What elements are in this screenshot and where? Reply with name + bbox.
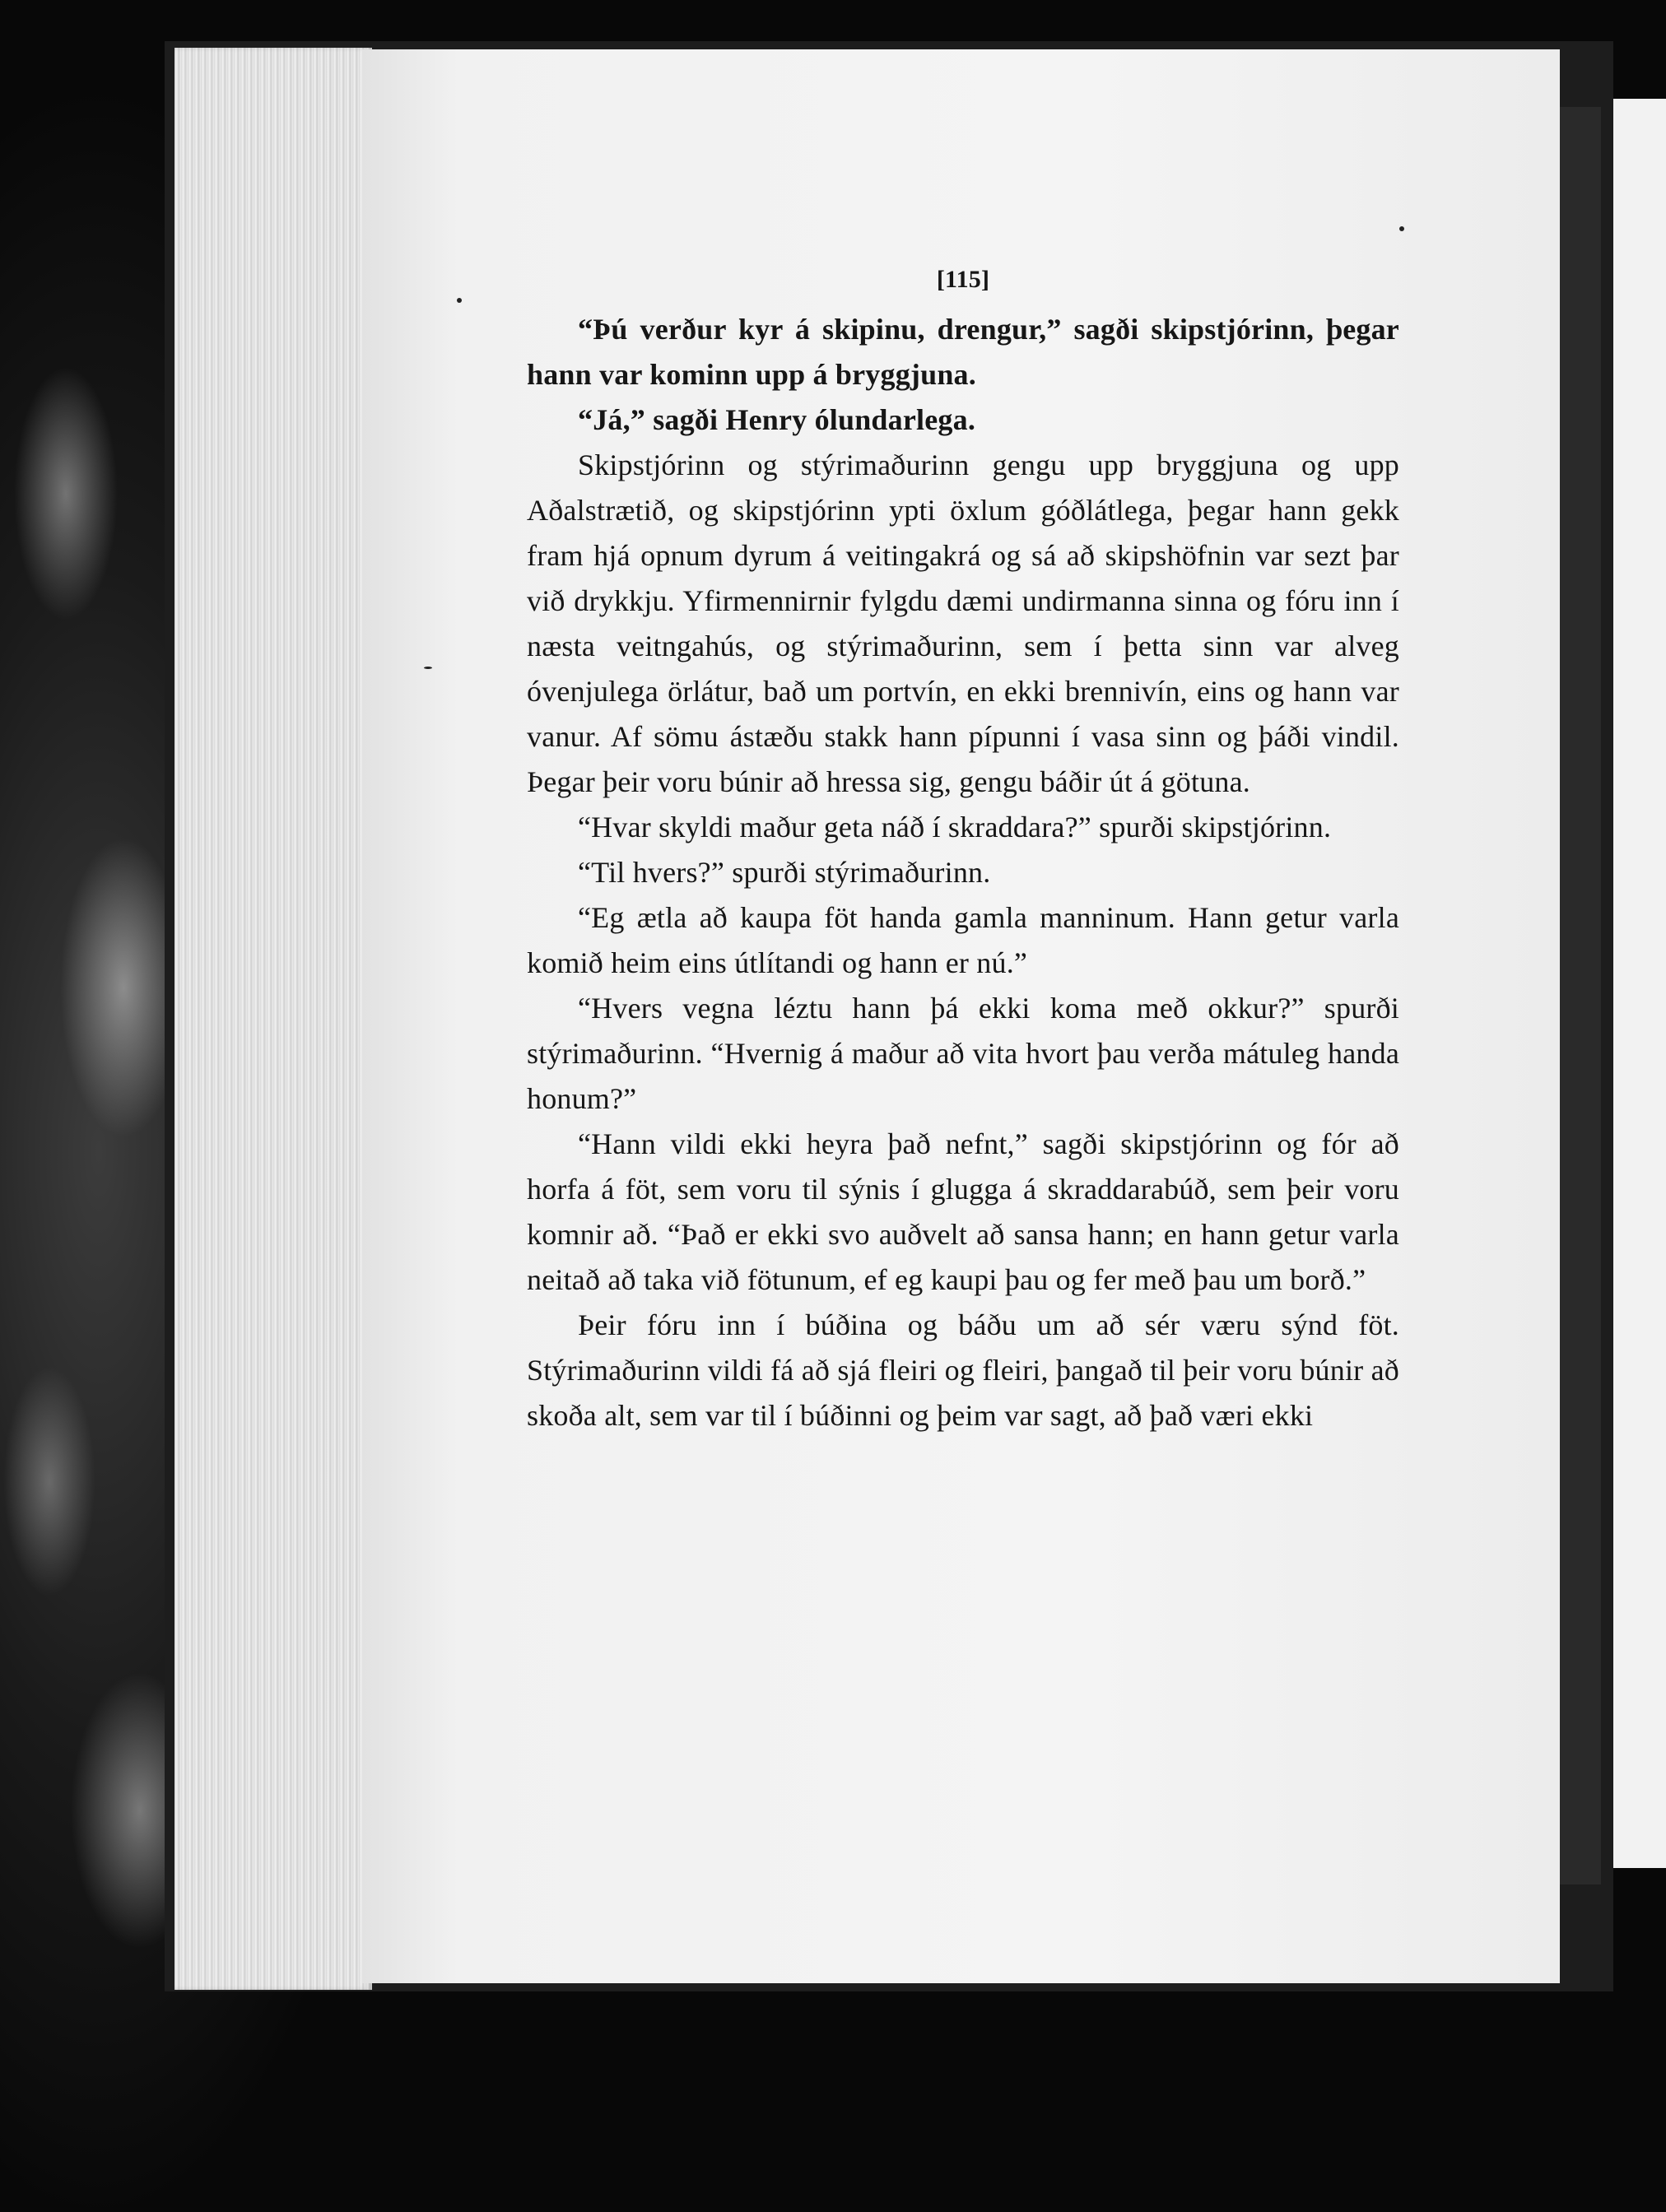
paragraph-5: “Til hvers?” spurði stýrimaðurinn. <box>578 856 991 889</box>
paragraph-1: “Þú verður kyr á skipinu, drengur,” sagði skipstjórinn, þegar hann var kominn upp á bryggjuna. <box>527 313 1399 391</box>
paragraph-8: “Hann vildi ekki heyra það nefnt,” sagði skipstjórinn og fór að horfa á föt, sem voru til sýnis í glugga á skraddarabúð, sem þeir voru komnir að. “Það er ekki svo auðvelt að sansa hann; en hann getur varla neitað að taka við fötunum, ef eg kaupi þau og fer með þau um borð.” <box>527 1127 1399 1296</box>
page-text <box>527 259 1399 1438</box>
page-number: [115] <box>936 266 990 293</box>
speck-mark <box>424 667 432 669</box>
page-edges <box>175 48 372 1990</box>
paragraph-4: “Hvar skyldi maður geta náð í skraddara?” spurði skipstjórinn. <box>578 811 1332 843</box>
speck-mark <box>1399 226 1404 231</box>
book-gutter <box>1560 107 1601 1884</box>
speck-mark <box>457 298 462 303</box>
adjacent-page-edge <box>1613 99 1666 1868</box>
paragraph-6: “Eg ætla að kaupa föt handa gamla manninum. Hann getur varla komið heim eins útlítandi og hann er nú.” <box>527 901 1399 979</box>
paragraph-9: Þeir fóru inn í búðina og báðu um að sér væru sýnd föt. Stýrimaðurinn vildi fá að sjá fleiri og fleiri, þangað til þeir voru búnir að skoða alt, sem var til í búðinni og þeim var sagt, að það væri ekki <box>527 1308 1399 1432</box>
paragraph-2: “Já,” sagði Henry ólundarlega. <box>578 403 976 436</box>
paragraph-3: Skipstjórinn og stýrimaðurinn gengu upp bryggjuna og upp Aðalstrætið, og skipstjórinn ypti öxlum góðlátlega, þegar hann gekk fram hjá opnum dyrum á veitingakrá og sá að skipshöfnin var sezt þar við drykkju. Yfirmennirnir fylgdu dæmi undirmanna sinna og fóru inn í næsta veitngahús, og stýrimaðurinn, sem í þetta sinn var alveg óvenjulega örlátur, bað um portvín, en ekki brennivín, eins og hann var vanur. Af sömu ástæðu stakk hann pípunni í vasa sinn og þáði vindil. Þegar þeir voru búnir að hressa sig, gengu báðir út á götuna. <box>527 448 1399 798</box>
paragraph-7: “Hvers vegna léztu hann þá ekki koma með okkur?” spurði stýrimaðurinn. “Hvernig á maður að vita hvort þau verða mátuleg handa honum?” <box>527 992 1399 1115</box>
